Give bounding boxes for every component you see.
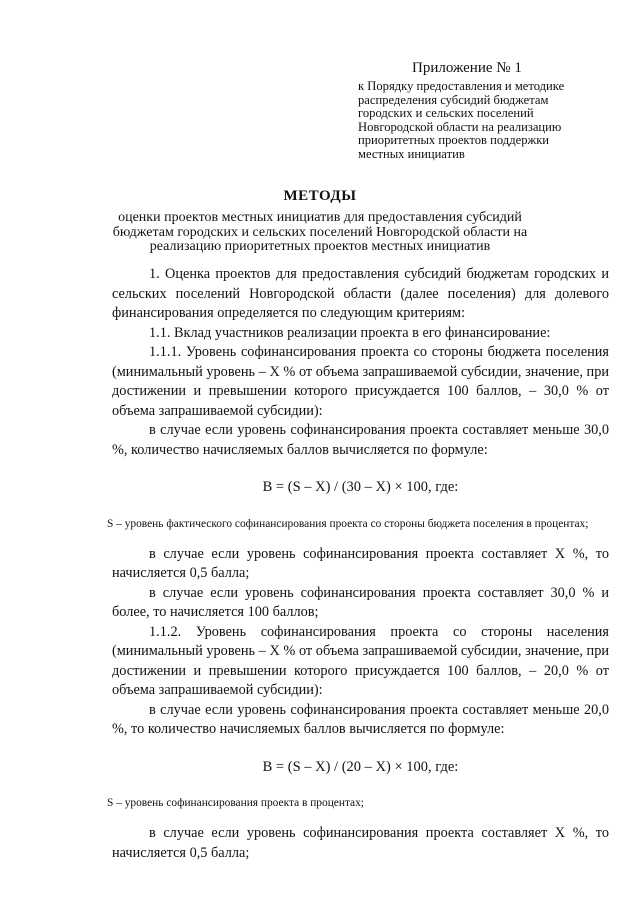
subtitle-line: оценки проектов местных инициатив для предоставления субсидий	[118, 210, 522, 225]
appendix-line: приоритетных проектов поддержки	[358, 133, 550, 148]
formula-population: B = (S – X) / (20 – X) × 100, где:	[262, 758, 459, 775]
appendix-title: Приложение № 1	[412, 60, 522, 76]
appendix-line: Новгородской области на реализацию	[358, 119, 562, 134]
paragraph-1-1-2: 1.1.2. Уровень софинансирования проекта со стороны населения (минимальный уровень – Х % от объема запрашиваемой субсидии, значение, при достижении и превышении которого присуждается 100 баллов, – 20,0 % от объема запрашиваемой субсидии):	[112, 623, 609, 698]
paragraph-1-1: 1.1. Вклад участников реализации проекта в его финансирование:	[149, 324, 551, 341]
paragraph-1-1-1: 1.1.1. Уровень софинансирования проекта со стороны бюджета поселения (минимальный уровень – Х % от объема запрашиваемой субсидии, значение, при достижении и превышении которого присуждается 100 баллов, – 30,0 % от объема запрашиваемой субсидии):	[112, 344, 609, 419]
paragraph-below-20: в случае если уровень софинансирования проекта составляет меньше 20,0 %, то количество начисляемых баллов вычисляется по формуле:	[112, 701, 609, 737]
document-body	[107, 265, 609, 863]
appendix-line: распределения субсидий бюджетам	[358, 92, 549, 107]
paragraph-30-plus: в случае если уровень софинансирования проекта составляет 30,0 % и более, то начисляется 100 баллов;	[112, 584, 609, 620]
paragraph-below-30: в случае если уровень софинансирования проекта составляет меньше 30,0 %, количество начисляемых баллов вычисляется по формуле:	[112, 422, 609, 458]
paragraph-x-budget: в случае если уровень софинансирования проекта составляет Х %, то начисляется 0,5 балла;	[112, 545, 609, 581]
subtitle-line: реализацию приоритетных проектов местных инициатив	[149, 239, 491, 254]
appendix-line: к Порядку предоставления и методике	[358, 79, 565, 93]
appendix-reference	[358, 80, 598, 162]
paragraph-x-population: в случае если уровень софинансирования проекта составляет Х %, то начисляется 0,5 балла;	[112, 825, 609, 861]
formula-budget: B = (S – X) / (30 – X) × 100, где:	[262, 479, 459, 495]
document-title: МЕТОДЫ	[283, 188, 357, 204]
document-subtitle	[0, 211, 640, 255]
formula-note-population: S – уровень софинансирования проекта в процентах;	[107, 797, 364, 809]
appendix-line: местных инициатив	[358, 146, 465, 161]
appendix-line: городских и сельских поселений	[358, 106, 534, 121]
paragraph-1: 1. Оценка проектов для предоставления субсидий бюджетам городских и сельских поселений Новгородской области (далее поселения) для долевого финансирования определяется по следующим критериям:	[112, 266, 609, 321]
formula-note-budget: S – уровень фактического софинансирования проекта со стороны бюджета поселения в процентах;	[107, 517, 589, 530]
subtitle-line: бюджетам городских и сельских поселений Новгородской области на	[112, 224, 528, 240]
